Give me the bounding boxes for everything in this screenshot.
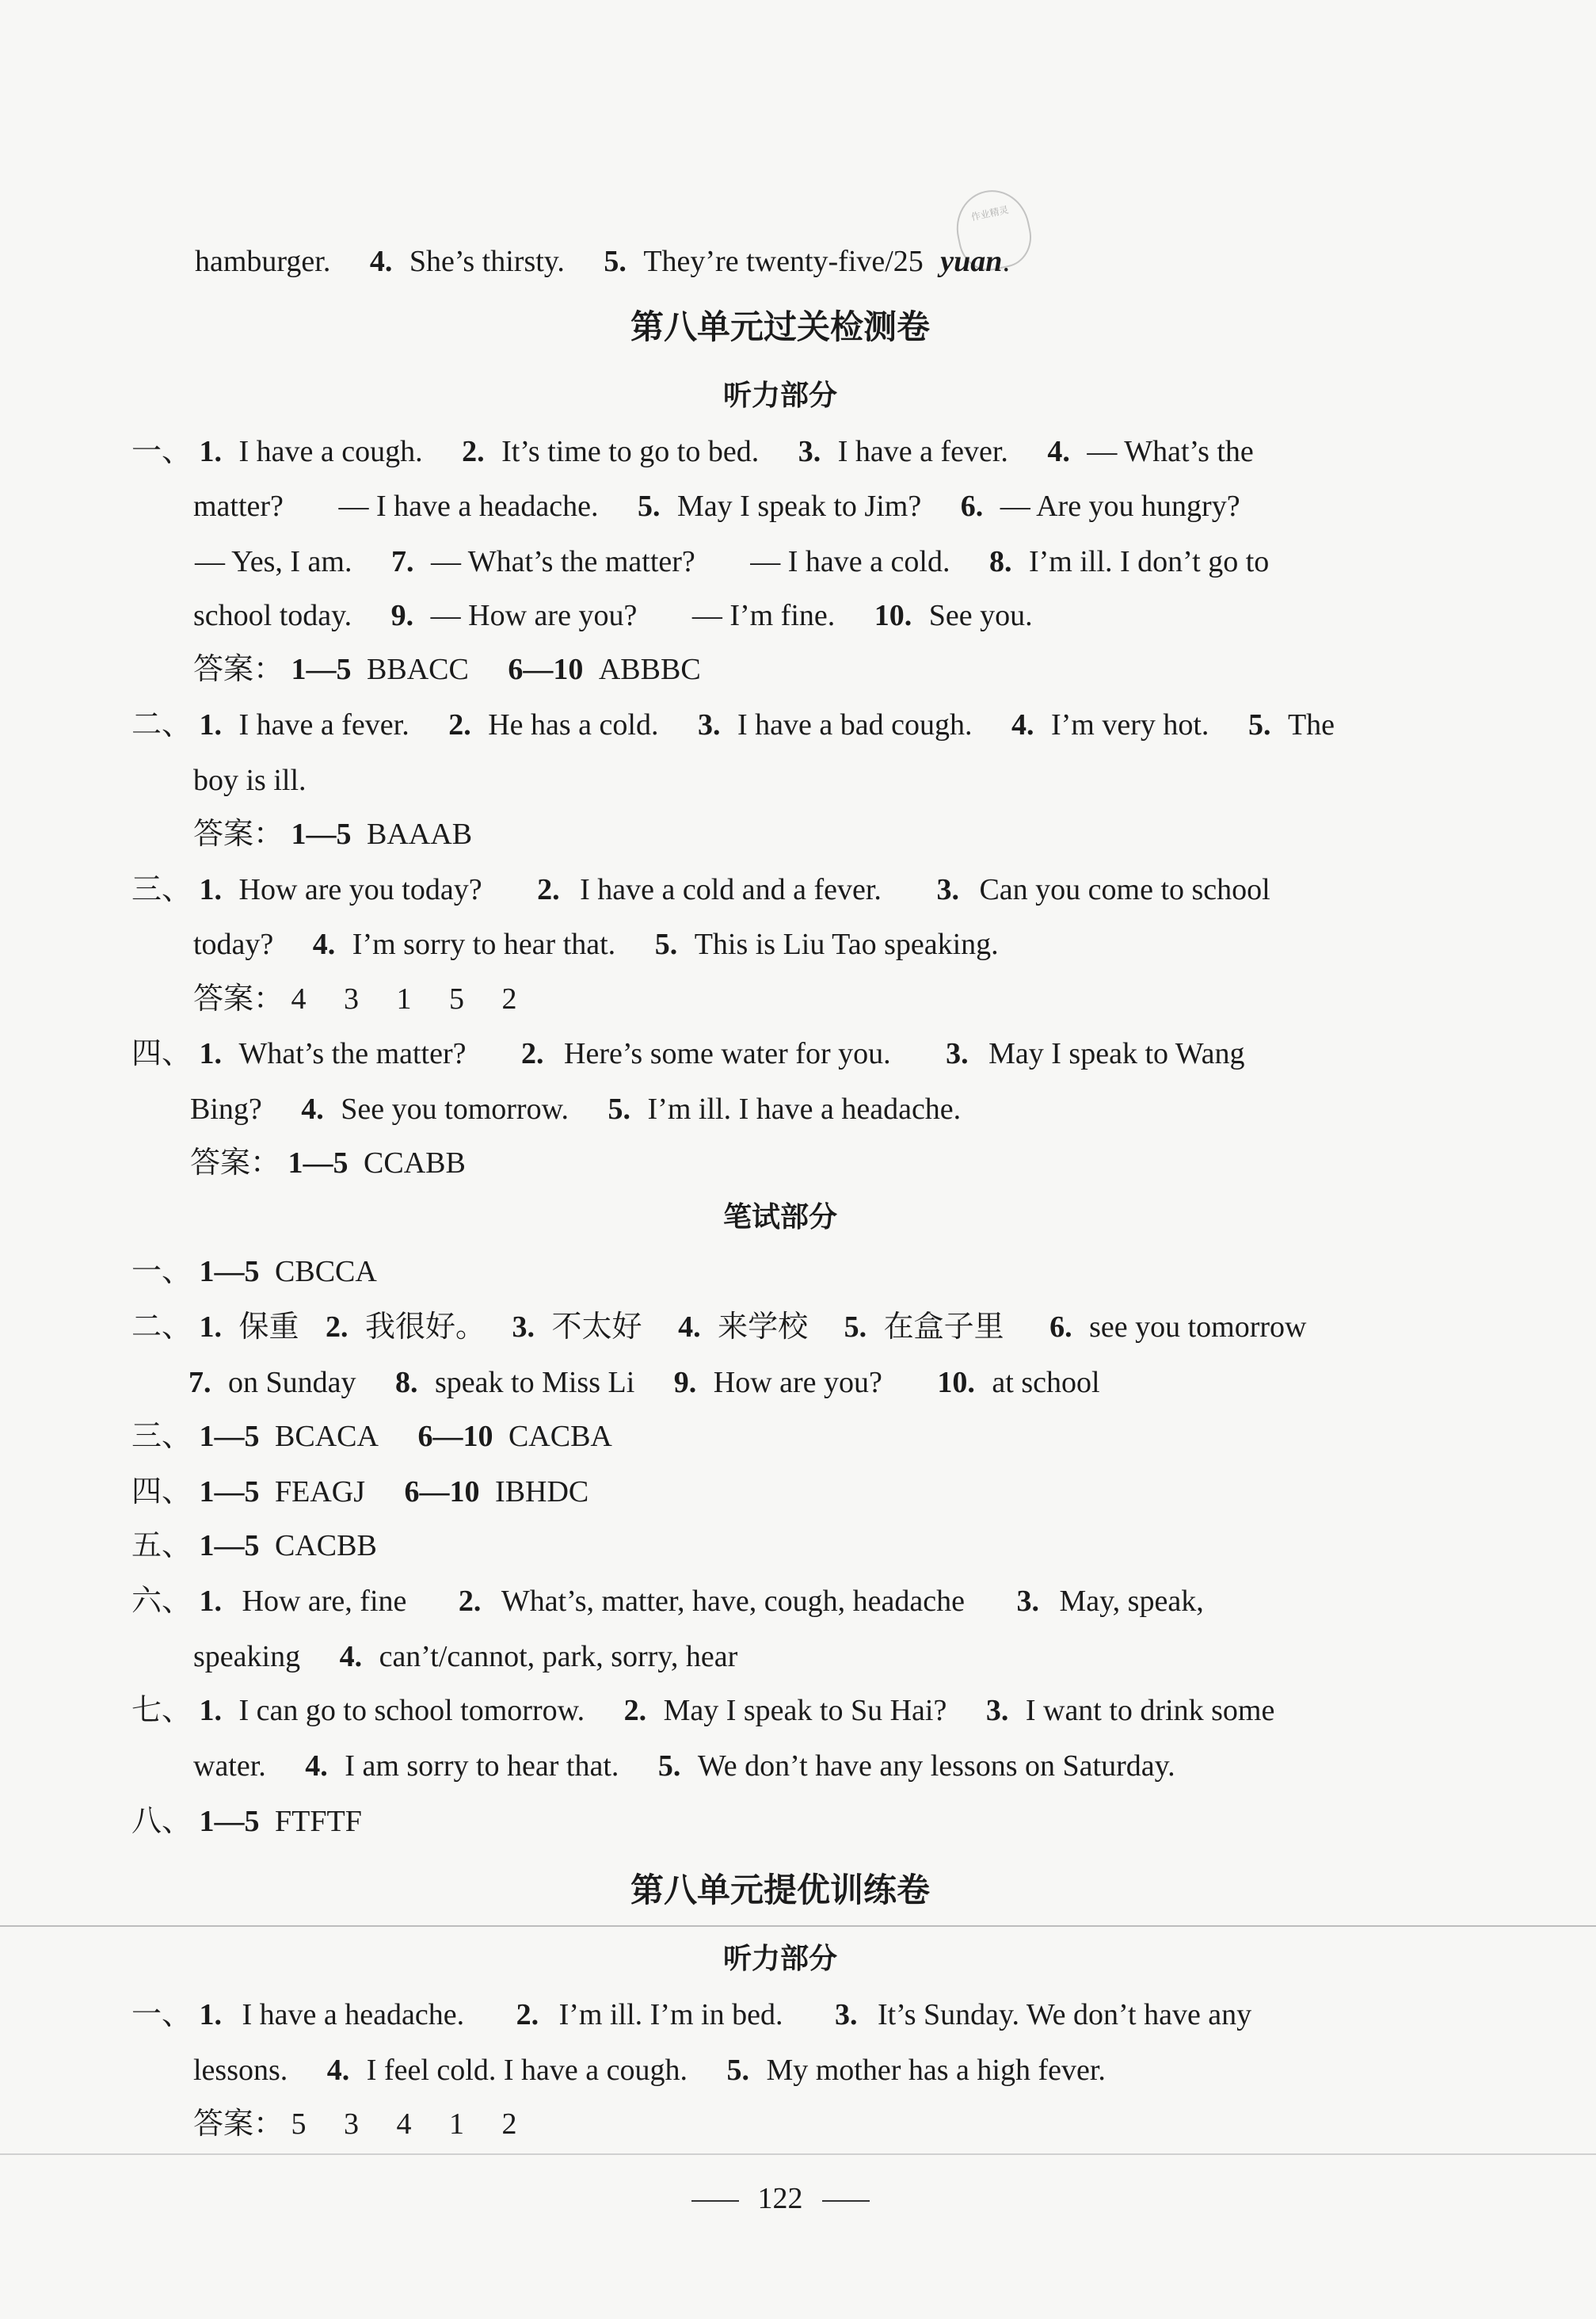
question-marker: 一、 <box>131 435 192 468</box>
answer-value: CACBB <box>275 1529 377 1562</box>
answer-line <box>0 1746 1596 1786</box>
text: This is Liu Tao speaking. <box>694 928 999 961</box>
answer-line <box>0 761 1596 800</box>
item-number: 4. <box>369 245 393 278</box>
item-number: 4. <box>339 1640 363 1673</box>
answer-key-line <box>0 1802 1596 1841</box>
text: 保重 <box>238 1310 299 1344</box>
range-label: 6—10 <box>508 653 584 686</box>
answer-line <box>0 486 1596 526</box>
question-marker: 五、 <box>131 1529 192 1562</box>
question-marker: 四、 <box>131 1037 192 1070</box>
text: — I have a cold. <box>750 545 950 578</box>
item-number: 8. <box>988 545 1012 578</box>
text: 在盒子里 <box>883 1310 1004 1344</box>
item-number: 7. <box>189 1366 211 1399</box>
item-number: 3. <box>946 1037 969 1070</box>
question-marker: 一、 <box>131 1255 192 1288</box>
question-marker: 三、 <box>131 1420 192 1453</box>
item-number: 1. <box>199 435 223 468</box>
item-number: 4. <box>305 1749 328 1783</box>
item-number: 1. <box>199 873 223 906</box>
item-number: 1. <box>199 1585 223 1618</box>
text: Here’s some water for you. <box>564 1037 891 1070</box>
item-number: 3. <box>936 873 959 906</box>
answer-line <box>0 432 1596 471</box>
text: What’s the matter? <box>238 1037 467 1070</box>
item-number: 2. <box>458 1585 482 1618</box>
text: boy is ill. <box>193 764 307 797</box>
text: — I have a headache. <box>338 490 599 523</box>
answer-value: 3 <box>344 2107 360 2141</box>
section-subtitle-written: 笔试部分 <box>722 1201 837 1234</box>
text: May I speak to Wang <box>988 1037 1245 1070</box>
item-number: 4. <box>326 2054 350 2087</box>
answer-label: 答案： <box>193 653 284 686</box>
answer-line <box>0 1691 1596 1730</box>
answer-label: 答案： <box>193 982 284 1016</box>
answer-value: 5 <box>291 2107 307 2141</box>
item-number: 6. <box>960 490 984 523</box>
range-label: 1—5 <box>199 1805 260 1838</box>
italic-text: yuan <box>940 245 1003 278</box>
text: We don’t have any lessons on Saturday. <box>697 1749 1175 1783</box>
text: . <box>1002 245 1010 278</box>
section-subtitle-listening: 听力部分 <box>722 1943 837 1975</box>
item-number: 2. <box>448 708 471 742</box>
text: It’s Sunday. We don’t have any <box>877 1998 1252 2031</box>
item-number: 7. <box>390 545 414 578</box>
answer-value: BCACA <box>275 1420 379 1453</box>
answer-line <box>0 1363 1596 1402</box>
text: I can go to school tomorrow. <box>238 1694 585 1727</box>
divider <box>0 1925 1596 1927</box>
text: The <box>1287 708 1335 742</box>
item-number: 5. <box>638 490 661 523</box>
text: I have a cough. <box>238 435 423 468</box>
answer-line <box>0 1089 1596 1129</box>
dash-right <box>822 2200 870 2202</box>
answer-line <box>0 1995 1596 2035</box>
answer-value: 2 <box>501 982 517 1016</box>
answer-line <box>0 1581 1596 1621</box>
top-continuation-line <box>0 242 1596 281</box>
answer-value: 2 <box>501 2107 517 2141</box>
answer-line <box>0 2050 1596 2090</box>
item-number: 3. <box>512 1310 535 1344</box>
text: school today. <box>193 599 352 632</box>
item-number: 3. <box>697 708 721 742</box>
text: I’m ill. I’m in bed. <box>558 1998 783 2031</box>
text: I feel cold. I have a cough. <box>366 2054 688 2087</box>
range-label: 6—10 <box>404 1475 480 1508</box>
item-number: 2. <box>623 1694 647 1727</box>
text: How are, fine <box>242 1585 407 1618</box>
question-marker: 三、 <box>131 873 192 906</box>
answer-line <box>0 870 1596 910</box>
item-number: 2. <box>521 1037 544 1070</box>
text: Bing? <box>190 1093 262 1126</box>
answer-line <box>0 1307 1596 1347</box>
item-number: 4. <box>301 1093 324 1126</box>
text: — How are you? <box>430 599 638 632</box>
text: I have a fever. <box>837 435 1008 468</box>
answer-value: 4 <box>396 2107 412 2141</box>
question-marker: 八、 <box>131 1805 192 1838</box>
text: It’s time to go to bed. <box>501 435 760 468</box>
question-marker: 二、 <box>131 708 192 742</box>
text: My mother has a high fever. <box>766 2054 1106 2087</box>
range-label: 1—5 <box>288 1146 349 1180</box>
text: — I’m fine. <box>691 599 836 632</box>
answer-value: 1 <box>449 2107 465 2141</box>
text: can’t/cannot, park, sorry, hear <box>379 1640 738 1673</box>
text: 不太好 <box>551 1310 642 1344</box>
item-number: 10. <box>937 1366 975 1399</box>
item-number: 1. <box>199 1037 223 1070</box>
answer-value: 5 <box>449 982 465 1016</box>
range-label: 1—5 <box>291 653 352 686</box>
question-marker: 四、 <box>131 1475 192 1508</box>
answer-value: ABBBC <box>598 653 701 686</box>
item-number: 6. <box>1049 1310 1072 1344</box>
range-label: 1—5 <box>199 1420 260 1453</box>
item-number: 5. <box>654 928 678 961</box>
answer-label: 答案： <box>193 2107 284 2141</box>
text: — What’s the matter? <box>430 545 695 578</box>
answer-line <box>0 1034 1596 1074</box>
text: see you tomorrow <box>1089 1310 1307 1344</box>
range-label: 1—5 <box>291 818 352 851</box>
text: I’m ill. I don’t go to <box>1028 545 1270 578</box>
item-number: 4. <box>1047 435 1070 468</box>
item-number: 2. <box>537 873 560 906</box>
answer-line <box>0 705 1596 745</box>
text: speak to Miss Li <box>435 1366 635 1399</box>
text: See you. <box>928 599 1033 632</box>
text: I’m very hot. <box>1050 708 1209 742</box>
range-label: 1—5 <box>199 1475 260 1508</box>
item-number: 4. <box>312 928 336 961</box>
text: Can you come to school <box>979 873 1270 906</box>
text: I’m sorry to hear that. <box>352 928 616 961</box>
text: May I speak to Jim? <box>677 490 922 523</box>
answer-label: 答案： <box>190 1146 281 1180</box>
text: speaking <box>193 1640 301 1673</box>
text: They’re twenty-five/25 <box>643 245 924 278</box>
text: How are you today? <box>238 873 482 906</box>
answer-key-line <box>0 2104 1596 2144</box>
text: — Yes, I am. <box>195 545 352 578</box>
answer-key-line <box>0 1252 1596 1291</box>
item-number: 5. <box>726 2054 749 2087</box>
text: — Are you hungry? <box>1000 490 1240 523</box>
answer-value: CBCCA <box>275 1255 377 1288</box>
text: at school <box>992 1366 1100 1399</box>
page-number-footer <box>0 2179 1560 2218</box>
stamp-text: 作业精灵 <box>969 204 1010 223</box>
text: on Sunday <box>228 1366 356 1399</box>
item-number: 8. <box>395 1366 418 1399</box>
answer-line <box>0 1637 1596 1676</box>
dash-left <box>691 2200 739 2202</box>
text: May I speak to Su Hai? <box>663 1694 947 1727</box>
text: hamburger. <box>195 245 331 278</box>
item-number: 9. <box>390 599 414 632</box>
answer-value: CCABB <box>364 1146 466 1180</box>
text: 来学校 <box>718 1310 809 1344</box>
item-number: 2. <box>462 435 485 468</box>
item-number: 4. <box>678 1310 701 1344</box>
text: water. <box>193 1749 266 1783</box>
text: today? <box>193 928 274 961</box>
text: She’s thirsty. <box>409 245 565 278</box>
answer-key-line <box>0 979 1596 1019</box>
divider <box>0 2153 1596 2155</box>
answer-key-line <box>0 650 1596 689</box>
item-number: 5. <box>604 245 627 278</box>
item-number: 5. <box>657 1749 681 1783</box>
answer-line <box>0 925 1596 964</box>
range-label: 6—10 <box>417 1420 493 1453</box>
item-number: 9. <box>673 1366 697 1399</box>
answer-key-line <box>0 1472 1596 1512</box>
text: See you tomorrow. <box>341 1093 569 1126</box>
text: I have a headache. <box>242 1998 465 2031</box>
text: I have a bad cough. <box>737 708 973 742</box>
range-label: 1—5 <box>199 1255 260 1288</box>
text: I have a cold and a fever. <box>580 873 882 906</box>
answer-key-line <box>0 1526 1596 1566</box>
answer-value: BBACC <box>367 653 469 686</box>
answer-value: 4 <box>291 982 307 1016</box>
item-number: 2. <box>326 1310 349 1344</box>
text: He has a cold. <box>488 708 659 742</box>
item-number: 3. <box>798 435 821 468</box>
item-number: 10. <box>874 599 912 632</box>
answer-label: 答案： <box>193 818 284 851</box>
section-subtitle-listening: 听力部分 <box>722 380 837 412</box>
item-number: 1. <box>199 708 223 742</box>
question-marker: 二、 <box>131 1310 192 1344</box>
text: 我很好。 <box>365 1310 486 1344</box>
answer-key-line <box>0 1417 1596 1456</box>
answer-value: 1 <box>396 982 412 1016</box>
question-marker: 一、 <box>131 1998 192 2031</box>
text: — What’s the <box>1087 435 1254 468</box>
answer-value: FEAGJ <box>275 1475 366 1508</box>
answer-value: IBHDC <box>495 1475 589 1508</box>
answer-key-line <box>0 814 1596 854</box>
page-number: 122 <box>757 2182 803 2215</box>
item-number: 5. <box>608 1093 631 1126</box>
text: I have a fever. <box>238 708 409 742</box>
item-number: 3. <box>1016 1585 1039 1618</box>
item-number: 1. <box>199 1310 223 1344</box>
item-number: 4. <box>1011 708 1034 742</box>
item-number: 1. <box>199 1998 223 2031</box>
section-title: 第八单元过关检测卷 <box>630 307 930 346</box>
text: I’m ill. I have a headache. <box>647 1093 962 1126</box>
range-label: 1—5 <box>199 1529 260 1562</box>
text: lessons. <box>193 2054 288 2087</box>
answer-line <box>0 596 1596 635</box>
answer-value: BAAAB <box>367 818 473 851</box>
answer-key-line <box>0 1143 1596 1183</box>
text: What’s, matter, have, cough, headache <box>501 1585 965 1618</box>
answer-value: FTFTF <box>275 1805 362 1838</box>
question-marker: 七、 <box>131 1694 192 1727</box>
item-number: 5. <box>1247 708 1271 742</box>
item-number: 3. <box>834 1998 858 2031</box>
item-number: 1. <box>199 1694 223 1727</box>
question-marker: 六、 <box>131 1585 192 1618</box>
answer-line <box>0 542 1596 582</box>
text: How are you? <box>713 1366 882 1399</box>
answer-value: 3 <box>344 982 360 1016</box>
text: I want to drink some <box>1025 1694 1275 1727</box>
item-number: 2. <box>516 1998 539 2031</box>
answer-value: CACBA <box>508 1420 612 1453</box>
item-number: 3. <box>985 1694 1009 1727</box>
text: I am sorry to hear that. <box>345 1749 619 1783</box>
section-title: 第八单元提优训练卷 <box>630 1871 930 1909</box>
text: May, speak, <box>1059 1585 1204 1618</box>
item-number: 5. <box>844 1310 867 1344</box>
text: matter? <box>193 490 284 523</box>
